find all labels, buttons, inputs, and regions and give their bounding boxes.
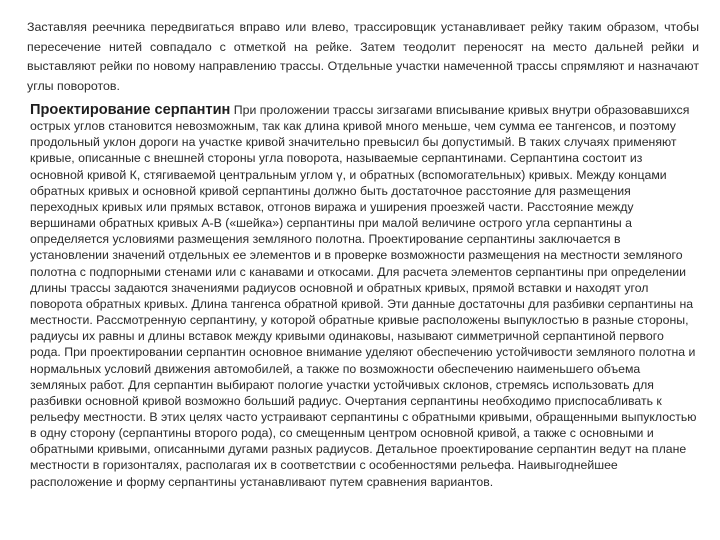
section-paragraph (30, 102, 698, 490)
section-body-text: При проложении трассы зигзагами вписывание кривых внутри образовавшихся острых углов становится невозможным, так как длина кривой много меньше, чем сумма ее тангенсов, и поэтому продольный уклон дороги на участке кривой значительно превысил бы допустимый. В таких случаях применяют кривые, описанные с внешней стороны угла поворота, называемые серпантинами. Серпантина состоит из основной кривой К, стягиваемой центральным углом γ, и обратных (вспомогательных) кривых. Между концами обратных кривых и основной кривой серпантины должно быть достаточное расстояние для размещения переходных кривых или прямых вставок, отгонов виража и уширения проезжей части. Расстояние между вершинами обратных кривых А-В («шейка») серпантины при малой величине острого угла серпантины а определяется условиями размещения земляного полотна. Проектирование серпантины заключается в установлении значений отдельных ее элементов и в проверке возможности размещения на местности земляного полотна с подпорными стенами или с канавами и откосами. Для расчета элементов серпантины при определении длины трассы задаются значениями радиусов основной и обратных кривых, прямой вставки и находят угол поворота обратных кривых. Длина тангенса обратной кривой. Эти данные достаточны для разбивки серпантины на местности. Рассмотренную серпантину, у которой обратные кривые расположены выпуклостью в разные стороны, радиусы их равны и длины вставок между кривыми одинаковы, называют симметричной серпантиной первого рода. При проектировании серпантин основное внимание уделяют обеспечению устойчивости земляного полотна и нормальных условий движения автомобилей, а также по возможности обеспечению наименьшего объема земляных работ. Для серпантин выбирают пологие участки устойчивых склонов, стремясь использовать для разбивки основной кривой возможно больший радиус. Очертания серпантины необходимо приспосабливать к рельефу местности. В этих целях часто устраивают серпантины с обратными кривыми, обращенными выпуклостью в одну сторону (серпантины второго рода), со смещенным центром основной кривой, а также с основными и обратными кривыми, описанными дугами разных радиусов. Детальное проектирование серпантин ведут на плане местности в горизонталях, располагая их в соответствии с особенностями рельефа. Наивыгоднейшее расположение и форму серпантины устанавливают путем сравнения вариантов. (30, 103, 697, 489)
section-heading: Проектирование серпантин (30, 102, 231, 118)
intro-paragraph: Заставляя реечника передвигаться вправо или влево, трассировщик устанавливает рейку таким образом, чтобы пересечение нитей совпадало с отметкой на рейке. Затем теодолит переносят на место дальней рейки и выставляют рейки по новому направлению трассы. Отдельные участки намеченной трассы спрямляют и назначают углы поворотов. (27, 20, 699, 93)
